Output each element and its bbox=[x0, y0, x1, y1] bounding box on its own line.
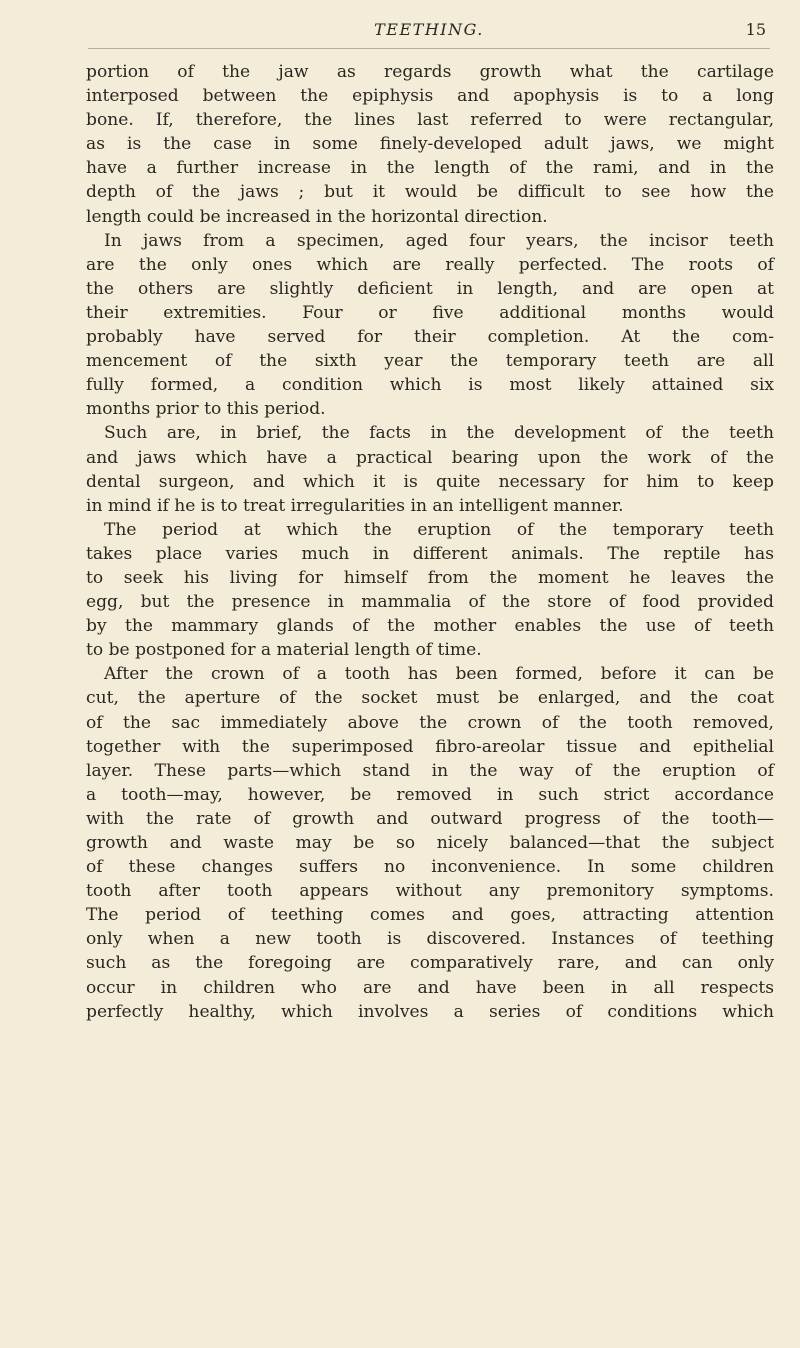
text-line: a tooth—may, however, be removed in such strict accordance bbox=[86, 784, 774, 805]
text-line: only when a new tooth is discovered. Instances of teething bbox=[86, 929, 774, 950]
text-line: such as the foregoing are comparatively rare, and can only bbox=[86, 953, 774, 974]
text-line: After the crown of a tooth has been formed, before it can be bbox=[104, 664, 774, 685]
text-line: cut, the aperture of the socket must be enlarged, and the coat bbox=[86, 688, 774, 709]
page-number: 15 bbox=[745, 20, 766, 39]
text-line: are the only ones which are really perfected. The roots of bbox=[86, 254, 774, 275]
body-text bbox=[86, 60, 774, 1024]
text-line: fully formed, a condition which is most likely attained six bbox=[86, 375, 774, 396]
text-line: In jaws from a specimen, aged four years, the incisor teeth bbox=[104, 230, 774, 251]
running-title: TEETHING. bbox=[374, 20, 484, 39]
text-line: to seek his living for himself from the moment he leaves the bbox=[86, 567, 774, 588]
text-line: their extremities. Four or five additional months would bbox=[86, 302, 774, 323]
text-line: perfectly healthy, which involves a series of conditions which bbox=[86, 1001, 774, 1022]
text-line: growth and waste may be so nicely balanced—that the subject bbox=[86, 833, 774, 853]
text-line: dental surgeon, and which it is quite necessary for him to keep bbox=[86, 471, 774, 492]
text-line: depth of the jaws ; but it would be difficult to see how the bbox=[86, 182, 774, 203]
text-line: the others are slightly deficient in length, and are open at bbox=[86, 278, 774, 299]
page-header bbox=[88, 18, 770, 49]
text-line: bone. If, therefore, the lines last referred to were rectangular, bbox=[86, 110, 774, 131]
text-line: tooth after tooth appears without any premonitory symptoms. bbox=[86, 881, 774, 902]
text-line: by the mammary glands of the mother enables the use of teeth bbox=[86, 616, 774, 637]
text-line: interposed between the epiphysis and apophysis is to a long bbox=[86, 86, 774, 107]
text-line: of these changes suffers no inconvenience. In some children bbox=[86, 857, 774, 878]
text-line: portion of the jaw as regards growth what the cartilage bbox=[86, 62, 774, 82]
text-line: have a further increase in the length of the rami, and in the bbox=[86, 158, 774, 179]
text-line: Such are, in brief, the facts in the development of the teeth bbox=[104, 423, 774, 444]
text-line: as is the case in some finely-developed adult jaws, we might bbox=[86, 134, 774, 155]
text-line: probably have served for their completion. At the com- bbox=[86, 327, 774, 348]
text-line: takes place varies much in different animals. The reptile has bbox=[86, 543, 774, 564]
text-line: with the rate of growth and outward progress of the tooth— bbox=[86, 808, 774, 829]
text-line: to be postponed for a material length of time. bbox=[86, 640, 482, 661]
text-line: in mind if he is to treat irregularities in an intelligent manner. bbox=[86, 495, 624, 516]
text-line: months prior to this period. bbox=[86, 399, 326, 420]
text-line: of the sac immediately above the crown of the tooth removed, bbox=[86, 712, 774, 733]
text-line: mencement of the sixth year the temporary teeth are all bbox=[86, 351, 774, 372]
text-line: egg, but the presence in mammalia of the store of food provided bbox=[86, 592, 774, 613]
text-line: length could be increased in the horizontal direction. bbox=[86, 206, 548, 227]
text-line: The period at which the eruption of the temporary teeth bbox=[104, 519, 774, 540]
text-line: layer. These parts—which stand in the way of the eruption of bbox=[86, 760, 774, 781]
text-line: The period of teething comes and goes, attracting attention bbox=[86, 905, 774, 926]
text-line: occur in children who are and have been in all respects bbox=[86, 977, 774, 998]
text-line: together with the superimposed fibro-areolar tissue and epithelial bbox=[86, 736, 774, 757]
text-line: and jaws which have a practical bearing upon the work of the bbox=[86, 447, 774, 468]
